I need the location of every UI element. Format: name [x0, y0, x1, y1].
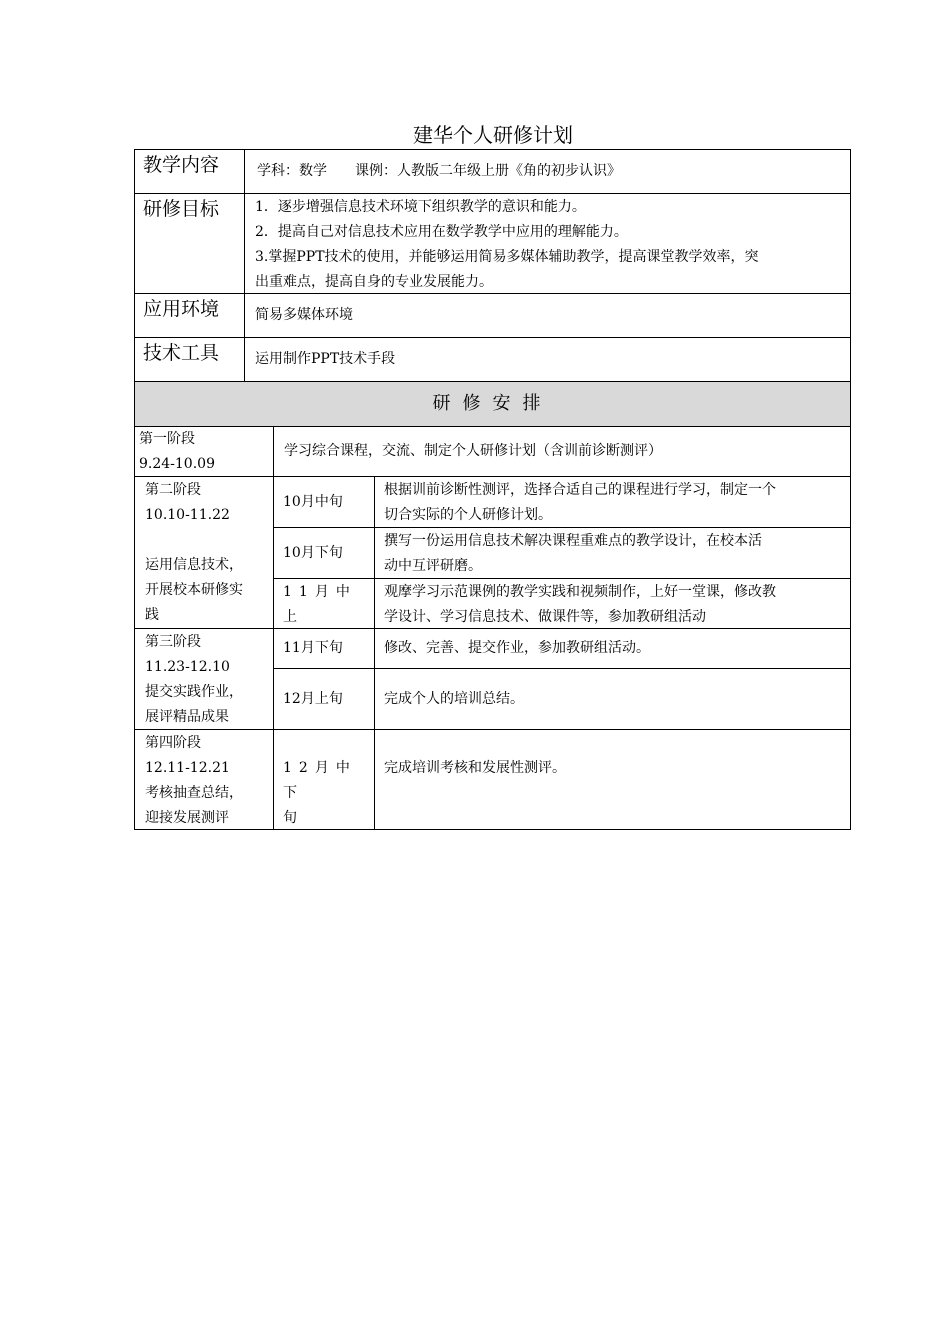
time-text: 10月中旬 [283, 493, 343, 510]
environment-text: 简易多媒体环境 [255, 307, 353, 323]
stage-line: 提交实践作业， [145, 684, 243, 700]
stage4-time-1 [273, 729, 375, 830]
content-line: 切合实际的个人研修计划。 [384, 507, 552, 523]
stage2-content-2 [374, 527, 851, 579]
row-value-goals [244, 193, 851, 294]
stage-line: 第四阶段 [145, 735, 201, 751]
stage-line: 展评精品成果 [145, 709, 229, 725]
content-line: 观摩学习示范课例的教学实践和视频制作，上好一堂课，修改教 [384, 584, 776, 600]
stage1-content-text: 学习综合课程，交流、制定个人研修计划（含训前诊断测评） [284, 443, 662, 459]
content-line: 完成培训考核和发展性测评。 [384, 760, 566, 776]
stage-line: 践 [145, 607, 159, 623]
stage2-time-2 [273, 527, 375, 579]
content-line: 完成个人的培训总结。 [384, 690, 524, 707]
stage-line: 12.11-12.21 [145, 760, 230, 776]
stage-line: 10.10-11.22 [145, 507, 230, 523]
goal-line: 3.掌握PPT技术的使用，并能够运用简易多媒体辅助教学，提高课堂教学效率，突 [255, 249, 759, 265]
row-value-environment [244, 293, 851, 338]
row-label-environment: 应用环境 [134, 293, 245, 338]
section-header: 研修安排 [134, 381, 851, 427]
stage-line: 第二阶段 [145, 482, 201, 498]
stage1-content [273, 426, 851, 477]
row-label-tools: 技术工具 [134, 337, 245, 382]
time-text: 11月下旬 [283, 640, 343, 656]
stage2-content-1 [374, 476, 851, 528]
stage2-time-3 [273, 578, 375, 629]
stage2-content-3 [374, 578, 851, 629]
stage-line [145, 528, 263, 553]
time-text: 12月上旬 [283, 690, 343, 707]
row-label-goals: 研修目标 [134, 193, 245, 294]
stage-line: 9.24-10.09 [139, 456, 215, 472]
stage3-content-1 [374, 628, 851, 669]
stage2-label [134, 476, 274, 629]
row-value-tools [244, 337, 851, 382]
stage-line: 开展校本研修实 [145, 582, 243, 598]
row-label-content: 教学内容 [134, 149, 245, 194]
stage4-content-1 [374, 729, 851, 830]
content-line: 根据训前诊断性测评，选择合适自己的课程进行学习，制定一个 [384, 482, 776, 498]
stage1-label [134, 426, 274, 477]
stage-line: 考核抽查总结， [145, 785, 243, 801]
content-line: 撰写一份运用信息技术解决课程重难点的教学设计，在校本活 [384, 533, 762, 549]
stage2-time-1 [273, 476, 375, 528]
content-line: 动中互评研磨。 [384, 558, 482, 574]
time-text: 旬 [283, 810, 297, 826]
stage3-label [134, 628, 274, 730]
goal-line: 出重难点，提高自身的专业发展能力。 [255, 274, 493, 290]
stage-line: 第三阶段 [145, 634, 201, 650]
stage3-time-2 [273, 668, 375, 730]
stage-line: 迎接发展测评 [145, 810, 229, 826]
time-text: 11月中上 [283, 584, 357, 625]
content-line: 学科：数学 课例：人教版二年级上册《角的初步认识》 [257, 163, 621, 179]
stage-line: 第一阶段 [139, 431, 195, 447]
stage-line: 运用信息技术， [145, 557, 243, 573]
row-value-content [244, 149, 851, 194]
content-line: 学设计、学习信息技术、做课件等，参加教研组活动 [384, 609, 706, 625]
stage3-content-2 [374, 668, 851, 730]
stage4-label [134, 729, 274, 830]
content-line: 修改、完善、提交作业，参加教研组活动。 [384, 640, 650, 656]
goal-line: 2．提高自己对信息技术应用在数学教学中应用的理解能力。 [255, 224, 628, 240]
time-text: 10月下旬 [283, 544, 343, 561]
document-title: 建华个人研修计划 [413, 123, 573, 147]
stage-line: 11.23-12.10 [145, 659, 230, 675]
tools-text: 运用制作PPT技术手段 [255, 351, 396, 367]
time-text: 12月中下 [283, 760, 357, 801]
goal-line: 1．逐步增强信息技术环境下组织教学的意识和能力。 [255, 199, 586, 215]
stage3-time-1 [273, 628, 375, 669]
